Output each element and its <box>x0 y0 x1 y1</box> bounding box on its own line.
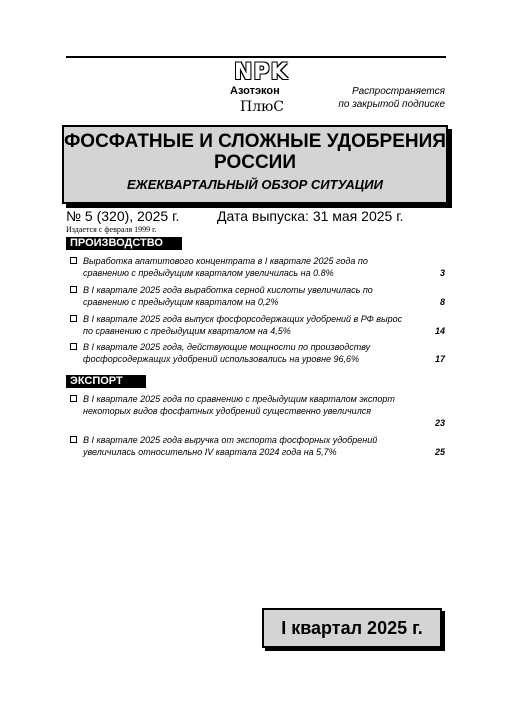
toc-item-text: В I квартале 2025 года выработка серной кислоты увеличилась по сравнению с предыдущим кварталом на 0,2% <box>83 285 373 307</box>
toc-item-page: 8 <box>439 297 445 307</box>
page-subtitle: ЕЖЕКВАРТАЛЬНЫЙ ОБЗОР СИТУАЦИИ <box>127 177 383 192</box>
toc-item-text: В I квартале 2025 года выпуск фосфорсодержащих удобрений в РФ вырос по сравнению с предыдущим кварталом на 4,5% <box>83 314 403 336</box>
title-box <box>62 125 448 204</box>
logo-npk-text: NPK <box>234 60 289 85</box>
logo-azot-text: Азотэкон <box>230 85 280 97</box>
checkbox-bullet-icon <box>70 315 77 322</box>
subscription-line-2: по закрытой подписке <box>338 99 445 110</box>
toc-item-text: В I квартале 2025 года по сравнению с предыдущим кварталом экспорт некоторых видов фосфатных удобрений существенно увеличился <box>83 394 395 416</box>
top-rule <box>66 56 446 58</box>
subscription-note <box>300 85 445 111</box>
checkbox-bullet-icon <box>70 436 77 443</box>
quarter-label: I квартал 2025 г. <box>262 608 442 648</box>
release-date: Дата выпуска: 31 мая 2025 г. <box>217 208 404 224</box>
toc-item-page: 25 <box>434 447 445 457</box>
published-since: Издается с февраля 1999 г. <box>66 225 157 234</box>
checkbox-bullet-icon <box>70 286 77 293</box>
checkbox-bullet-icon <box>70 343 77 350</box>
npk-logo <box>226 60 296 120</box>
toc-item-page: 23 <box>434 418 445 428</box>
section-heading-production: ПРОИЗВОДСТВО <box>66 237 182 250</box>
checkbox-bullet-icon <box>70 395 77 402</box>
toc-item-text: Выработка апатитового концентрата в I квартале 2025 года по сравнению с предыдущим кварталом увеличилась на 0.8% <box>83 256 368 278</box>
toc-item-text: В I квартале 2025 года выручка от экспорта фосфорных удобрений увеличилась относительно IV квартала 2024 года на 5,7% <box>83 435 378 457</box>
toc-item-page: 3 <box>439 268 445 278</box>
logo-plus-text: ПлюС <box>240 99 285 115</box>
subscription-line-1: Распространяется <box>351 86 445 97</box>
toc-item-page: 14 <box>434 326 445 336</box>
toc-item-page: 17 <box>434 354 445 364</box>
issue-number: № 5 (320), 2025 г. <box>66 208 180 224</box>
page-title: ФОСФАТНЫЕ И СЛОЖНЫЕ УДОБРЕНИЯ РОССИИ <box>64 131 446 173</box>
section-heading-export: ЭКСПОРТ <box>66 375 146 388</box>
toc-item-text: В I квартале 2025 года, действующие мощности по производству фосфорсодержащих удобрений использовались на уровне 96,6% <box>83 342 371 364</box>
checkbox-bullet-icon <box>70 257 77 264</box>
